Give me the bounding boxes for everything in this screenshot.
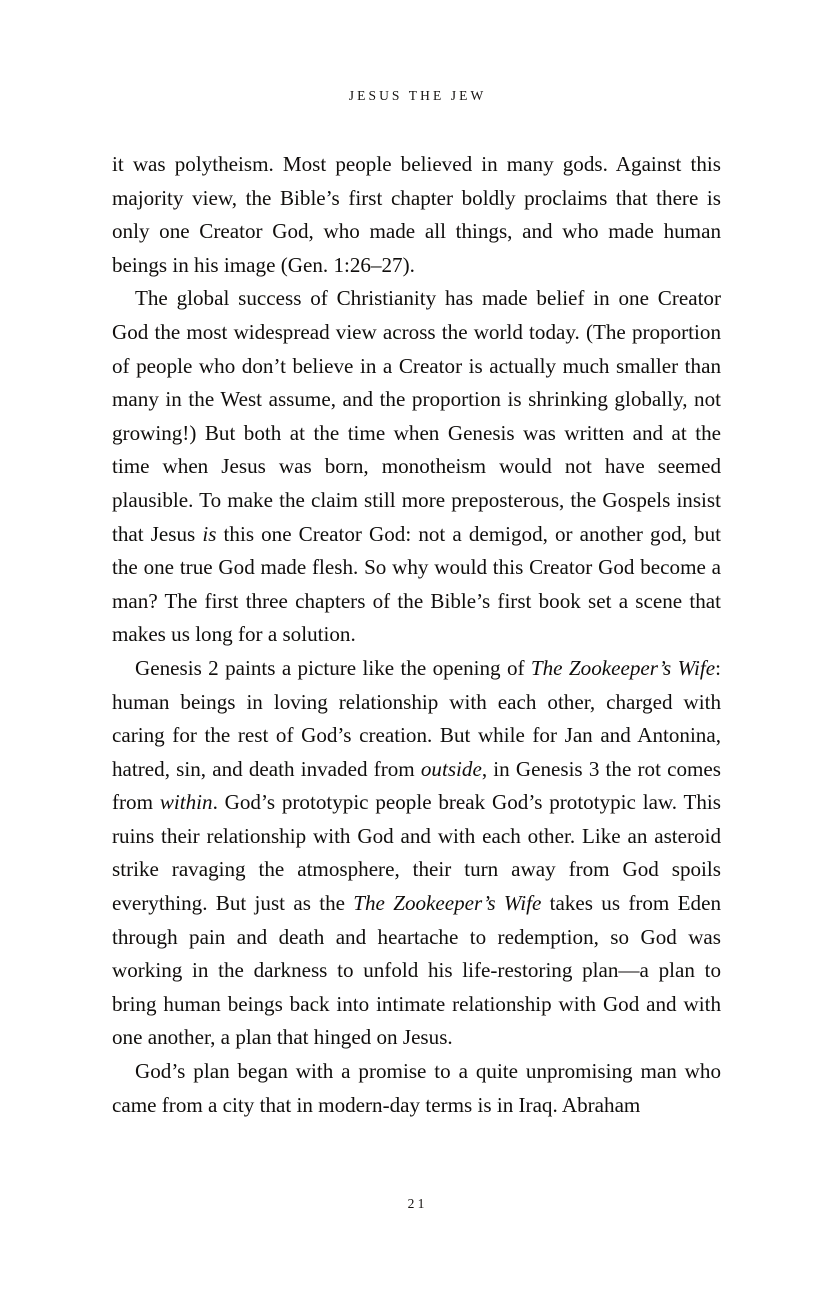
paragraph: Genesis 2 paints a picture like the opening of The Zookeeper’s Wife: human beings in loving relationship with each other, charged with caring for the rest of God’s creation. But while for Jan and Antonina, hatred, sin, and death invaded from outside, in Genesis 3 the rot comes from within. God’s prototypic people break God’s prototypic law. This ruins their relationship with God and with each other. Like an asteroid strike ravaging the atmosphere, their turn away from God spoils everything. But just as the The Zookeeper’s Wife takes us from Eden through pain and death and heartache to redemption, so God was working in the darkness to unfold his life-restoring plan—a plan to bring human beings back into intimate relationship with God and with one another, a plan that hinged on Jesus. (112, 655, 721, 1050)
body-textblock (112, 148, 721, 1122)
paragraph: it was polytheism. Most people believed in many gods. Against this majority view, the Bible’s first chapter boldly proclaims that there is only one Creator God, who made all things, and who made human beings in his image (Gen. 1:26–27). (112, 152, 721, 277)
page-number: 21 (407, 1196, 428, 1211)
paragraph: The global success of Christianity has made belief in one Creator God the most widespread view across the world today. (The proportion of people who don’t believe in a Creator is actually much smaller than many in the West assume, and the proportion is shrinking globally, not growing!) But both at the time when Genesis was written and at the time when Jesus was born, monotheism would not have seemed plausible. To make the claim still more preposterous, the Gospels insist that Jesus is this one Creator God: not a demigod, or another god, but the one true God made flesh. So why would this Creator God become a man? The first three chapters of the Bible’s first book set a scene that makes us long for a solution. (112, 286, 721, 647)
paragraph: God’s plan began with a promise to a quite unpromising man who came from a city that in modern-day terms is in Iraq. Abraham (112, 1059, 721, 1117)
running-head: JESUS THE JEW (348, 88, 487, 103)
